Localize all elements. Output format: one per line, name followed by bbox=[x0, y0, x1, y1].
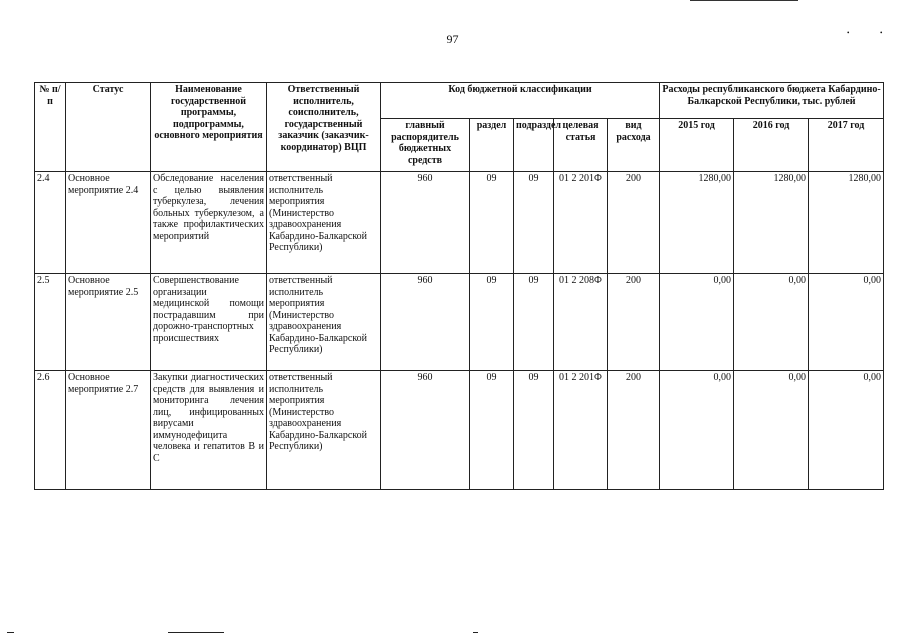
cell-responsible: ответственный исполнитель мероприятия (Министерство здравоохранения Кабардино-Балкарской Республики) bbox=[267, 274, 381, 371]
cell-status: Основное мероприятие 2.4 bbox=[66, 172, 151, 274]
cell-num: 2.5 bbox=[35, 274, 66, 371]
cell-2017: 0,00 bbox=[809, 371, 884, 490]
table-row bbox=[35, 172, 884, 274]
header-budget-code-group: Код бюджетной классификации bbox=[381, 83, 660, 119]
cell-num: 2.4 bbox=[35, 172, 66, 274]
scan-mark bbox=[7, 632, 14, 633]
scan-mark bbox=[168, 632, 224, 633]
cell-status: Основное мероприятие 2.5 bbox=[66, 274, 151, 371]
cell-expense-type: 200 bbox=[608, 274, 660, 371]
cell-main-manager: 960 bbox=[381, 371, 470, 490]
budget-table bbox=[34, 82, 884, 490]
cell-status: Основное мероприятие 2.7 bbox=[66, 371, 151, 490]
header-num: № п/п bbox=[35, 83, 66, 172]
cell-name: Закупки диагностических средств для выявления и мониторинга лечения лиц, инфицированных вирусами иммунодефицита человека и гепатитов В и С bbox=[151, 371, 267, 490]
header-target-article: целевая статья bbox=[554, 119, 608, 172]
cell-2015: 1280,00 bbox=[660, 172, 734, 274]
cell-responsible: ответственный исполнитель мероприятия (Министерство здравоохранения Кабардино-Балкарской Республики) bbox=[267, 172, 381, 274]
scan-speck: • bbox=[847, 29, 850, 37]
header-status: Статус bbox=[66, 83, 151, 172]
cell-2016: 0,00 bbox=[734, 274, 809, 371]
cell-2017: 1280,00 bbox=[809, 172, 884, 274]
header-expenses-group: Расходы республиканского бюджета Кабардино-Балкарской Республики, тыс. рублей bbox=[660, 83, 884, 119]
cell-2015: 0,00 bbox=[660, 371, 734, 490]
header-year-2015: 2015 год bbox=[660, 119, 734, 172]
header-program-name: Наименование государственной программы, подпрограммы, основного мероприятия bbox=[151, 83, 267, 172]
cell-num: 2.6 bbox=[35, 371, 66, 490]
header-year-2017: 2017 год bbox=[809, 119, 884, 172]
scan-mark bbox=[473, 632, 478, 633]
header-responsible: Ответственный исполнитель, соисполнитель, государственный заказчик (заказчик-координатор) ВЦП bbox=[267, 83, 381, 172]
table-row bbox=[35, 274, 884, 371]
cell-responsible: ответственный исполнитель мероприятия (Министерство здравоохранения Кабардино-Балкарской Республики) bbox=[267, 371, 381, 490]
table-row bbox=[35, 371, 884, 490]
cell-section: 09 bbox=[470, 274, 514, 371]
cell-expense-type: 200 bbox=[608, 371, 660, 490]
cell-expense-type: 200 bbox=[608, 172, 660, 274]
cell-subsection: 09 bbox=[514, 274, 554, 371]
cell-subsection: 09 bbox=[514, 371, 554, 490]
cell-main-manager: 960 bbox=[381, 172, 470, 274]
header-main-manager: главный распорядитель бюджетных средств bbox=[381, 119, 470, 172]
scan-speck: • bbox=[880, 29, 883, 37]
cell-section: 09 bbox=[470, 172, 514, 274]
cell-2015: 0,00 bbox=[660, 274, 734, 371]
cell-name: Совершенствование организации медицинской помощи пострадавшим при дорожно-транспортных происшествиях bbox=[151, 274, 267, 371]
page-number: 97 bbox=[446, 32, 459, 46]
header-subsection: подраздел bbox=[514, 119, 554, 172]
cell-target-article: 01 2 201Ф bbox=[554, 371, 608, 490]
header-year-2016: 2016 год bbox=[734, 119, 809, 172]
top-edge-line bbox=[690, 0, 798, 1]
cell-name: Обследование населения с целью выявления туберкулеза, лечения больных туберкулезом, а также профилактических мероприятий bbox=[151, 172, 267, 274]
cell-target-article: 01 2 208Ф bbox=[554, 274, 608, 371]
cell-2016: 0,00 bbox=[734, 371, 809, 490]
cell-2017: 0,00 bbox=[809, 274, 884, 371]
cell-2016: 1280,00 bbox=[734, 172, 809, 274]
header-expense-type: вид расхода bbox=[608, 119, 660, 172]
cell-main-manager: 960 bbox=[381, 274, 470, 371]
cell-section: 09 bbox=[470, 371, 514, 490]
cell-subsection: 09 bbox=[514, 172, 554, 274]
cell-target-article: 01 2 201Ф bbox=[554, 172, 608, 274]
header-section: раздел bbox=[470, 119, 514, 172]
